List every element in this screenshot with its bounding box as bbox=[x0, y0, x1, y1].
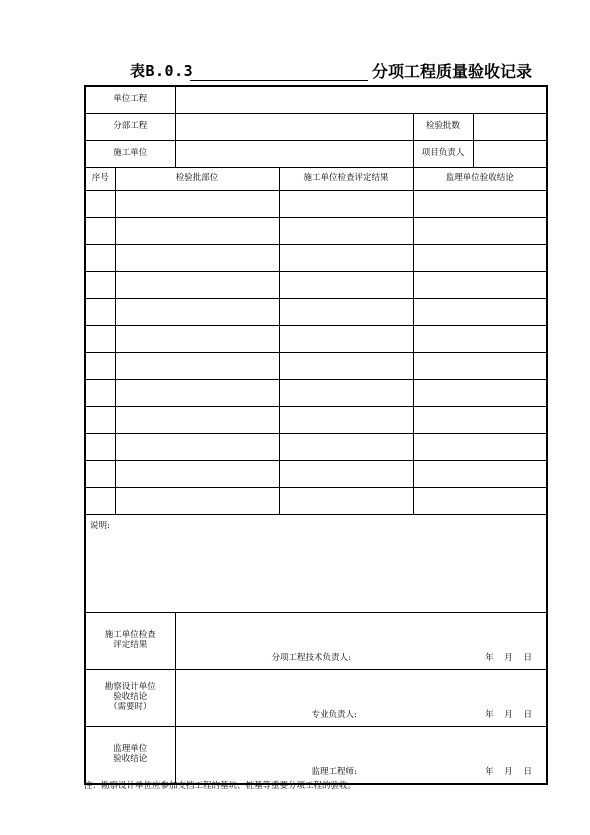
row-index-cell[interactable] bbox=[85, 218, 115, 245]
table-row bbox=[85, 272, 547, 299]
col-header-contractor-result: 施工单位检查评定结果 bbox=[279, 168, 413, 191]
unit-project-field[interactable] bbox=[175, 86, 547, 114]
batch-location-cell[interactable] bbox=[115, 245, 279, 272]
project-manager-label: 项目负责人 bbox=[413, 141, 473, 168]
supervisor-conclusion-cell[interactable] bbox=[413, 407, 547, 434]
remarks-field[interactable] bbox=[85, 515, 547, 613]
batch-location-cell[interactable] bbox=[115, 299, 279, 326]
supervisor-conclusion-cell[interactable] bbox=[413, 353, 547, 380]
footnote: 注：勘察设计单位应参加支挡工程的基坑、桩基等重要分项工程的验收。 bbox=[84, 781, 357, 791]
table-row bbox=[85, 299, 547, 326]
batch-location-cell[interactable] bbox=[115, 353, 279, 380]
supervisor-conclusion-cell[interactable] bbox=[413, 488, 547, 515]
contractor-result-cell[interactable] bbox=[279, 218, 413, 245]
supervisor-conclusion-cell[interactable] bbox=[413, 191, 547, 218]
col-header-batch-location: 检验批部位 bbox=[115, 168, 279, 191]
form-title bbox=[84, 58, 546, 84]
project-name-blank[interactable] bbox=[190, 80, 368, 81]
table-body bbox=[85, 191, 547, 515]
table-row bbox=[85, 488, 547, 515]
supervisor-conclusion-cell[interactable] bbox=[413, 299, 547, 326]
batch-location-cell[interactable] bbox=[115, 218, 279, 245]
signoff-date-label: 年 月 日 bbox=[485, 767, 533, 778]
contractor-result-cell[interactable] bbox=[279, 299, 413, 326]
supervisor-conclusion-cell[interactable] bbox=[413, 434, 547, 461]
batch-location-cell[interactable] bbox=[115, 272, 279, 299]
design-unit-conclusion-label: 勘察设计单位 验收结论 （需要时） bbox=[85, 670, 175, 727]
table-row bbox=[85, 191, 547, 218]
batch-count-label: 检验批数 bbox=[413, 114, 473, 141]
batch-location-cell[interactable] bbox=[115, 191, 279, 218]
row-index-cell[interactable] bbox=[85, 488, 115, 515]
row-index-cell[interactable] bbox=[85, 272, 115, 299]
row-index-cell[interactable] bbox=[85, 326, 115, 353]
batch-location-cell[interactable] bbox=[115, 461, 279, 488]
contractor-result-cell[interactable] bbox=[279, 488, 413, 515]
supervisor-conclusion-cell[interactable] bbox=[413, 272, 547, 299]
col-header-index: 序号 bbox=[85, 168, 115, 191]
table-row bbox=[85, 407, 547, 434]
supervisor-conclusion-cell[interactable] bbox=[413, 461, 547, 488]
table-number: 表B.0.3 bbox=[130, 62, 194, 80]
row-index-cell[interactable] bbox=[85, 461, 115, 488]
sub-project-label: 分部工程 bbox=[85, 114, 175, 141]
supervisor-conclusion-label: 监理单位 验收结论 bbox=[85, 727, 175, 785]
batch-location-cell[interactable] bbox=[115, 488, 279, 515]
contractor-result-cell[interactable] bbox=[279, 380, 413, 407]
contractor-assessment-field[interactable] bbox=[175, 613, 547, 670]
sub-project-field[interactable] bbox=[175, 114, 413, 141]
batch-location-cell[interactable] bbox=[115, 326, 279, 353]
supervisor-conclusion-cell[interactable] bbox=[413, 380, 547, 407]
unit-project-label: 单位工程 bbox=[85, 86, 175, 114]
row-index-cell[interactable] bbox=[85, 407, 115, 434]
inspection-record-table bbox=[84, 85, 548, 785]
technical-lead-signature-label: 分项工程技术负责人: bbox=[271, 653, 351, 664]
contractor-result-cell[interactable] bbox=[279, 353, 413, 380]
table-row bbox=[85, 326, 547, 353]
contractor-result-cell[interactable] bbox=[279, 191, 413, 218]
contractor-result-cell[interactable] bbox=[279, 326, 413, 353]
row-index-cell[interactable] bbox=[85, 299, 115, 326]
table-row bbox=[85, 380, 547, 407]
supervisor-conclusion-cell[interactable] bbox=[413, 326, 547, 353]
batch-location-cell[interactable] bbox=[115, 407, 279, 434]
batch-count-field[interactable] bbox=[473, 114, 547, 141]
supervisor-conclusion-field[interactable] bbox=[175, 727, 547, 785]
row-index-cell[interactable] bbox=[85, 353, 115, 380]
supervisor-conclusion-cell[interactable] bbox=[413, 218, 547, 245]
supervising-engineer-signature-label: 监理工程师: bbox=[311, 767, 357, 778]
table-row bbox=[85, 434, 547, 461]
contractor-field[interactable] bbox=[175, 141, 413, 168]
contractor-result-cell[interactable] bbox=[279, 434, 413, 461]
signoff-date-label: 年 月 日 bbox=[485, 710, 533, 721]
row-index-cell[interactable] bbox=[85, 245, 115, 272]
contractor-label: 施工单位 bbox=[85, 141, 175, 168]
table-row bbox=[85, 245, 547, 272]
row-index-cell[interactable] bbox=[85, 434, 115, 461]
table-row bbox=[85, 218, 547, 245]
remarks-label: 说明: bbox=[90, 521, 110, 531]
supervisor-conclusion-cell[interactable] bbox=[413, 245, 547, 272]
row-index-cell[interactable] bbox=[85, 191, 115, 218]
design-unit-conclusion-field[interactable] bbox=[175, 670, 547, 727]
contractor-assessment-label: 施工单位检查 评定结果 bbox=[85, 613, 175, 670]
table-row bbox=[85, 353, 547, 380]
contractor-result-cell[interactable] bbox=[279, 272, 413, 299]
batch-location-cell[interactable] bbox=[115, 380, 279, 407]
form-name: 分项工程质量验收记录 bbox=[372, 62, 533, 81]
table-row bbox=[85, 461, 547, 488]
contractor-result-cell[interactable] bbox=[279, 407, 413, 434]
row-index-cell[interactable] bbox=[85, 380, 115, 407]
project-manager-field[interactable] bbox=[473, 141, 547, 168]
batch-location-cell[interactable] bbox=[115, 434, 279, 461]
contractor-result-cell[interactable] bbox=[279, 245, 413, 272]
contractor-result-cell[interactable] bbox=[279, 461, 413, 488]
signoff-date-label: 年 月 日 bbox=[485, 653, 533, 664]
col-header-supervisor-conclusion: 监理单位验收结论 bbox=[413, 168, 547, 191]
design-lead-signature-label: 专业负责人: bbox=[311, 710, 357, 721]
